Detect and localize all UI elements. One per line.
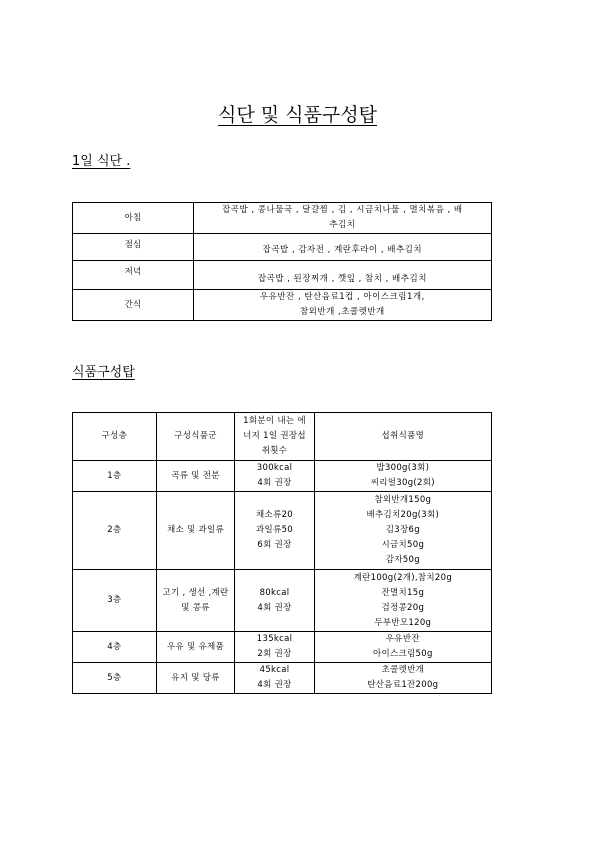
meal-row (73, 234, 492, 261)
food-line: 감자50g (385, 555, 420, 565)
pyramid-row (73, 570, 492, 632)
layer-cell: 3층 (73, 570, 157, 632)
foods-cell (314, 492, 491, 570)
header-energy-line: 1회분이 내는 에 (243, 416, 306, 426)
menu-line: 우유반잔 , 탄산음료1컵 , 아이스크림1개, (259, 292, 425, 302)
menu-line: 잡곡밥 , 콩나물국 , 달걀찜 , 김 , 시금치나물 , 멸치볶음 , 배 (222, 205, 463, 215)
foods-cell (314, 663, 491, 694)
food-line: 밥300g(3회) (376, 463, 430, 473)
foods-cell (314, 570, 491, 632)
meal-row (73, 261, 492, 290)
energy-line: 4회 권장 (257, 478, 292, 488)
food-line: 두부반모120g (374, 617, 432, 628)
food-line: 우유반잔 (385, 634, 420, 644)
meal-menu (193, 234, 491, 261)
header-row (73, 413, 492, 461)
food-line: 계란100g(2개),참치20g (353, 572, 453, 583)
energy-line: 6회 권장 (257, 540, 292, 550)
header-layer: 구성층 (73, 413, 157, 461)
food-line: 배추김치20g(3회) (366, 510, 440, 520)
food-line: 검정콩20g (381, 602, 425, 613)
menu-line: 잡곡밥 , 된장찌개 , 깻잎 , 참치 , 배추김치 (257, 273, 427, 284)
header-energy-line: 취횟수 (261, 446, 288, 456)
energy-line: 4회 권장 (257, 602, 292, 613)
pyramid-row (73, 632, 492, 663)
group-cell: 유지 및 당류 (156, 663, 235, 694)
meal-row (73, 290, 492, 321)
group-line: 및 콩류 (181, 602, 210, 613)
meal-label: 아침 (73, 203, 194, 234)
header-energy (235, 413, 314, 461)
food-pyramid-table (72, 412, 492, 694)
energy-line: 과일류50 (256, 525, 293, 535)
food-line: 초콜렛반개 (381, 665, 425, 675)
header-group: 구성식품군 (156, 413, 235, 461)
layer-cell: 4층 (73, 632, 157, 663)
pyramid-row (73, 461, 492, 492)
meal-label: 간식 (73, 290, 194, 321)
section-heading-daily-menu: 1일 식단 . (72, 154, 131, 169)
meal-menu (193, 203, 491, 234)
food-line: 시금치50g (381, 540, 425, 550)
header-foods: 섭취식품명 (314, 413, 491, 461)
menu-line: 잡곡밥 , 감자전 , 계란후라이 , 배추김치 (262, 244, 423, 255)
food-line: 잔멸치15g (381, 587, 425, 598)
section-heading-food-pyramid: 식품구성탑 (72, 365, 135, 380)
daily-menu-table (72, 202, 492, 321)
pyramid-row (73, 663, 492, 694)
pyramid-row (73, 492, 492, 570)
energy-cell (235, 570, 314, 632)
group-cell: 곡류 및 전분 (156, 461, 235, 492)
food-line: 탄산음료1잔200g (367, 680, 439, 690)
food-line: 참외반개150g (374, 495, 432, 505)
energy-line: 45kcal (259, 665, 290, 675)
energy-line: 300kcal (256, 463, 293, 473)
energy-line: 135kcal (256, 634, 293, 644)
energy-cell (235, 492, 314, 570)
food-line: 김3장6g (385, 525, 420, 535)
document-title: 식단 및 식품구성탑 (218, 104, 377, 126)
energy-cell (235, 632, 314, 663)
meal-label: 점심 (73, 234, 194, 261)
group-cell: 채소 및 과일류 (156, 492, 235, 570)
energy-cell (235, 663, 314, 694)
food-line: 씨리얼30g(2회) (370, 478, 435, 488)
layer-cell: 1층 (73, 461, 157, 492)
meal-menu (193, 261, 491, 290)
energy-line: 4회 권장 (257, 680, 292, 690)
menu-line: 참외반개 ,초콜렛반개 (299, 307, 385, 317)
group-cell (156, 570, 235, 632)
meal-menu (193, 290, 491, 321)
energy-line: 80kcal (259, 587, 290, 598)
energy-line: 채소류20 (256, 510, 293, 520)
header-energy-line: 너지 1일 권장섭 (243, 431, 306, 441)
energy-cell (235, 461, 314, 492)
group-line: 고기 , 생선 ,계란 (162, 587, 229, 598)
layer-cell: 2층 (73, 492, 157, 570)
energy-line: 2회 권장 (257, 649, 292, 659)
meal-row (73, 203, 492, 234)
meal-label: 저녁 (73, 261, 194, 290)
menu-line: 추김치 (329, 220, 356, 230)
group-cell: 우유 및 유제품 (156, 632, 235, 663)
foods-cell (314, 461, 491, 492)
layer-cell: 5층 (73, 663, 157, 694)
foods-cell (314, 632, 491, 663)
food-line: 아이스크림50g (372, 649, 433, 659)
